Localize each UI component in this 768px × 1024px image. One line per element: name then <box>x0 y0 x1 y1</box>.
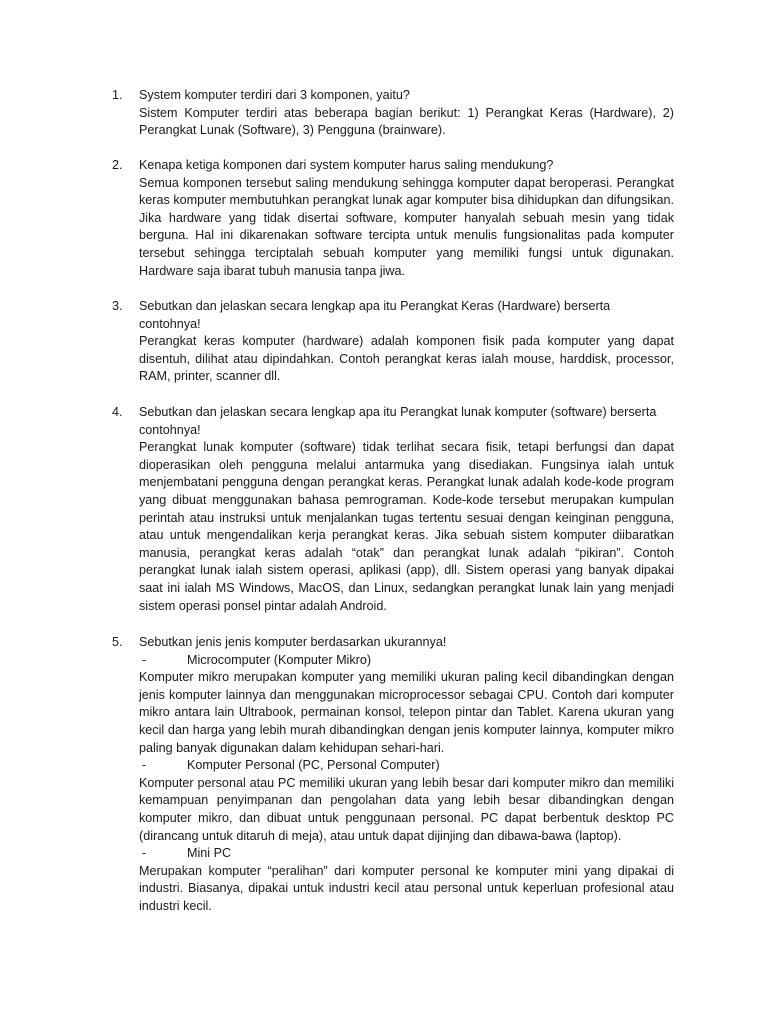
answer-text: Sistem Komputer terdiri atas beberapa bagian berikut: 1) Perangkat Keras (Hardware), 2) Perangkat Lunak (Software), 3) Pengguna (brainware). <box>139 105 674 138</box>
question-text: Sebutkan jenis jenis komputer berdasarkan ukurannya! <box>139 635 447 649</box>
answer-text: Perangkat lunak komputer (software) tidak terlihat secara fisik, tetapi berfungsi dan dapat dioperasikan oleh pengguna melalui antarmuka yang disediakan. Fungsinya ialah untuk menjembatani pengguna dengan perangkat keras. Perangkat lunak adalah kode-kode program yang dibuat menggunakan bahasa pemrograman. Kode-kode tersebut merupakan kumpulan perintah atau instruksi untuk menjalankan tugas tertentu sesuai dengan keinginan pengguna, atau untuk mengendalikan kerja perangkat keras. Jika sebuah sistem komputer diibaratkan manusia, perangkat keras adalah “otak” dan perangkat lunak adalah “pikiran”. Contoh perangkat lunak ialah sistem operasi, aplikasi (app), dll. Sistem operasi yang banyak dipakai saat ini ialah MS Windows, MacOS, dan Linux, sedangkan perangkat lunak lain yang menjadi sistem operasi ponsel pintar adalah Android. <box>139 440 674 613</box>
question-item-5 <box>112 634 674 916</box>
question-item-3 <box>112 298 674 386</box>
question-text: Sebutkan dan jelaskan secara lengkap apa itu Perangkat lunak komputer (software) berserta contohnya! <box>139 405 657 437</box>
sub-item-text: Merupakan komputer “peralihan” dari komputer personal ke komputer mini yang dipakai di industri. Biasanya, dipakai untuk industri kecil atau personal untuk keperluan profesional atau industri kecil. <box>139 863 674 913</box>
dash-bullet: - <box>142 758 147 773</box>
item-body <box>139 157 674 280</box>
item-number: 5. <box>112 635 123 649</box>
question-item-2 <box>112 157 674 280</box>
sub-item-text: Komputer mikro merupakan komputer yang memiliki ukuran paling kecil dibandingkan dengan jenis komputer lainnya dan menggunakan microprocessor sebagai CPU. Contoh dari komputer mikro antara lain Ultrabook, permainan konsol, telepon pintar dan Tablet. Karena ukuran yang kecil dan harga yang lebih murah dibandingkan dengan jenis komputer lainnya, komputer mikro paling banyak digunakan dalam kehidupan sehari-hari. <box>139 670 674 755</box>
sub-item-text: Komputer personal atau PC memiliki ukuran yang lebih besar dari komputer mikro dan memiliki kemampuan penyimpanan dan pengolahan data yang lebih besar dibandingkan dengan komputer mikro, dan dibuat untuk penggunaan personal. PC dapat berbentuk desktop PC (dirancang untuk ditaruh di meja), atau untuk dapat dijinjing dan dibawa-bawa (laptop). <box>139 775 674 843</box>
question-text: Kenapa ketiga komponen dari system komputer harus saling mendukung? <box>139 158 554 172</box>
sub-item-heading <box>139 757 674 775</box>
item-body <box>139 298 674 386</box>
item-number: 1. <box>112 88 123 102</box>
item-body <box>139 404 674 615</box>
item-number: 2. <box>112 158 123 172</box>
item-body <box>139 87 674 140</box>
item-number: 3. <box>112 299 123 313</box>
answer-text: Perangkat keras komputer (hardware) adalah komponen fisik pada komputer yang dapat disentuh, dilihat atau dipindahkan. Contoh perangkat keras ialah mouse, harddisk, processor, RAM, printer, scanner dll. <box>139 334 674 384</box>
answer-text: Semua komponen tersebut saling mendukung sehingga komputer dapat beroperasi. Perangkat keras komputer membutuhkan perangkat lunak agar komputer bisa dihidupkan dan difungsikan. Jika hardware yang tidak disertai software, komputer hanyalah sebuah mesin yang tidak berguna. Hal ini dikarenakan software tercipta untuk menulis fungsionalitas pada komputer tersebut sehingga terciptalah sebuah komputer yang memiliki fungsi untuk digunakan. Hardware saja ibarat tubuh manusia tanpa jiwa. <box>139 175 674 278</box>
dash-bullet: - <box>142 652 147 667</box>
sub-item-title: Komputer Personal (PC, Personal Computer) <box>187 758 440 773</box>
question-item-4 <box>112 404 674 615</box>
item-body <box>139 634 674 916</box>
question-text: System komputer terdiri dari 3 komponen, yaitu? <box>139 88 410 102</box>
sub-item-title: Mini PC <box>187 846 232 861</box>
question-item-1 <box>112 87 674 140</box>
question-text: Sebutkan dan jelaskan secara lengkap apa itu Perangkat Keras (Hardware) berserta contohnya! <box>139 299 611 331</box>
item-number: 4. <box>112 405 123 419</box>
sub-item-heading <box>139 652 674 670</box>
sub-item-title: Microcomputer (Komputer Mikro) <box>187 652 372 667</box>
sub-item-heading <box>139 845 674 863</box>
dash-bullet: - <box>142 846 147 861</box>
